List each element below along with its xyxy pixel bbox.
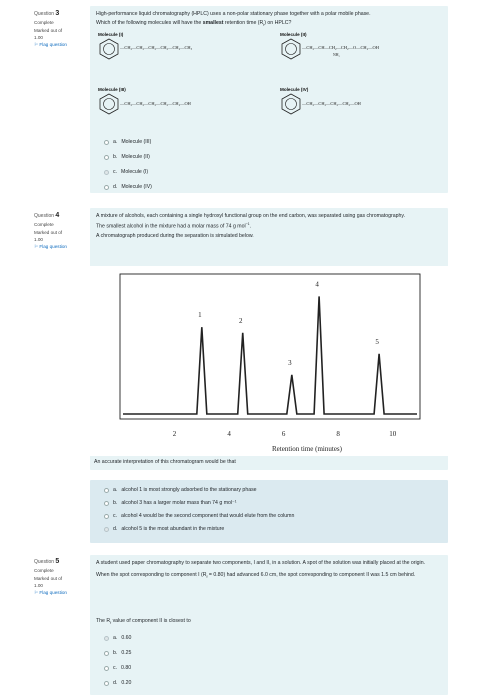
- q5-stem-line2: When the spot corresponding to component I $(R_f = 0.80)$ had advanced 6.0 cm, the spot corresponding to component II was 1.5 cm behind.: [96, 572, 416, 580]
- radio-button-selected[interactable]: [104, 170, 109, 175]
- q3-panel: [90, 6, 448, 193]
- q5-option-b[interactable]: b. 0.25: [104, 650, 131, 656]
- radio-button[interactable]: [104, 488, 109, 493]
- x-tick-label: 6: [281, 430, 286, 438]
- q4-number-line: Question 4: [34, 212, 60, 219]
- q4-option-c[interactable]: c. alcohol 4 would be the second component that would elute from the column: [104, 513, 294, 519]
- q5-marked: Marked out of: [34, 575, 63, 581]
- q5-flag-button[interactable]: ⚐ Flag question: [34, 590, 67, 596]
- q3-info: [34, 8, 84, 49]
- molecule-4-label: Molecule (IV): [280, 87, 309, 92]
- x-tick-label: 8: [336, 430, 340, 438]
- chromatogram-area: [90, 266, 448, 456]
- q3-marked: Marked out of: [34, 27, 63, 33]
- molecule-2-chain: —CH₂—CH—CH₂—CH₂—O—CH₂—OH: [302, 45, 379, 50]
- q4-option-a[interactable]: a. alcohol 1 is most strongly adsorbed to the stationary phase: [104, 487, 257, 493]
- molecule-2-amine: NH₂: [333, 53, 340, 57]
- peak-label-5: 5: [375, 337, 379, 346]
- benzene-ring-icon: [280, 93, 302, 115]
- molecule-4-chain: —CH₂—CH₂—CH₂—CH₂—OH: [302, 101, 361, 106]
- radio-button[interactable]: [104, 501, 109, 506]
- chromatogram-chart: [90, 266, 448, 456]
- radio-button-selected[interactable]: [104, 636, 109, 641]
- x-tick-label: 10: [389, 430, 397, 438]
- q4-panel: [90, 208, 448, 470]
- q5-stem-line3: The $R_f$ value of component II is closest to: [96, 618, 191, 626]
- q3-option-a[interactable]: a. Molecule (III): [104, 139, 151, 145]
- molecule-1-label: Molecule (I): [98, 32, 124, 37]
- q5-stem: [96, 559, 441, 580]
- radio-button[interactable]: [104, 681, 109, 686]
- q5-number-line: Question 5: [34, 558, 60, 565]
- molecule-3-label: Molecule (III): [98, 87, 126, 92]
- q4-stem-line2: The smallest alcohol in the mixture had a molar mass of 74 g mol$^{-1}$.: [96, 222, 252, 230]
- q4-stem-line1: A mixture of alcohols, each containing a single hydroxyl functional group on the end carbon, was separated using gas chromatography.: [96, 213, 406, 219]
- q3-number-line: Question 3: [34, 10, 60, 17]
- q4-option-b[interactable]: b. alcohol 3 has a larger molar mass than 74 g mol⁻¹: [104, 500, 237, 506]
- peak-label-2: 2: [238, 316, 243, 325]
- peak-label-4: 4: [315, 280, 319, 289]
- molecule-1-chain: —CH₂—CH₂—CH₂—CH₂—CH₂—CH₃: [120, 45, 193, 50]
- chart-peaks: [123, 280, 417, 414]
- chromatogram-trace: [123, 296, 417, 414]
- q4-flag-button[interactable]: ⚐ Flag question: [34, 244, 67, 250]
- benzene-ring-icon: [98, 38, 120, 60]
- q4-stem-line4: An accurate interpretation of this chromatogram would be that: [94, 459, 236, 465]
- radio-button[interactable]: [104, 651, 109, 656]
- chart-x-ticks: [173, 430, 397, 438]
- q3-flag-button[interactable]: ⚐ Flag question: [34, 42, 67, 48]
- benzene-ring-icon: [98, 93, 120, 115]
- q5-mark: 1.00: [34, 582, 43, 588]
- radio-button-selected[interactable]: [104, 527, 109, 532]
- q5-option-d[interactable]: d. 0.20: [104, 680, 131, 686]
- chart-x-label: Retention time (minutes): [272, 445, 342, 453]
- q4-marked: Marked out of: [34, 229, 63, 235]
- q4-info: [34, 210, 84, 251]
- q3-option-d[interactable]: d. Molecule (IV): [104, 184, 152, 190]
- molecule-2-label: Molecule (II): [280, 32, 307, 37]
- radio-button[interactable]: [104, 666, 109, 671]
- molecule-3-chain: —CH₂—CH₂—CH₂—CH₂—CH₂—OH: [120, 101, 191, 106]
- q3-stem: [96, 10, 441, 28]
- radio-button[interactable]: [104, 140, 109, 145]
- q4-mark: 1.00: [34, 236, 43, 242]
- q3-status: Complete: [34, 20, 54, 26]
- peak-label-3: 3: [288, 358, 292, 367]
- q5-panel: [90, 555, 448, 695]
- q5-status: Complete: [34, 568, 54, 574]
- benzene-ring-icon: [280, 38, 302, 60]
- q3-stem-line1: High-performance liquid chromatography (HPLC) uses a non-polar stationary phase together with a polar mobile phase.: [96, 11, 371, 17]
- q3-option-b[interactable]: b. Molecule (II): [104, 154, 150, 160]
- q4-option-d[interactable]: d. alcohol 5 is the most abundant in the mixture: [104, 526, 224, 532]
- x-tick-label: 2: [172, 430, 177, 438]
- q3-option-c[interactable]: c. Molecule (I): [104, 169, 148, 175]
- q4-stem: [96, 212, 441, 241]
- q4-options-panel: [90, 480, 448, 543]
- q4-stem-line3: A chromatograph produced during the separation is simulated below.: [96, 232, 254, 239]
- q5-stem-line1: A student used paper chromatography to separate two components, I and II, in a solution. A spot of the solution was initially placed at the origin.: [96, 560, 426, 566]
- q5-option-a[interactable]: a. 0.60: [104, 635, 131, 641]
- q5-option-c[interactable]: c. 0.80: [104, 665, 131, 671]
- peak-label-1: 1: [198, 311, 202, 320]
- q4-status: Complete: [34, 222, 54, 228]
- x-tick-label: 4: [227, 430, 231, 438]
- radio-button[interactable]: [104, 514, 109, 519]
- radio-button[interactable]: [104, 155, 109, 160]
- radio-button[interactable]: [104, 185, 109, 190]
- q5-info: [34, 556, 84, 597]
- q3-mark: 1.00: [34, 34, 43, 40]
- q3-stem-line2: Which of the following molecules will have the smallest retention time $(R_t)$ on HPLC?: [96, 20, 292, 28]
